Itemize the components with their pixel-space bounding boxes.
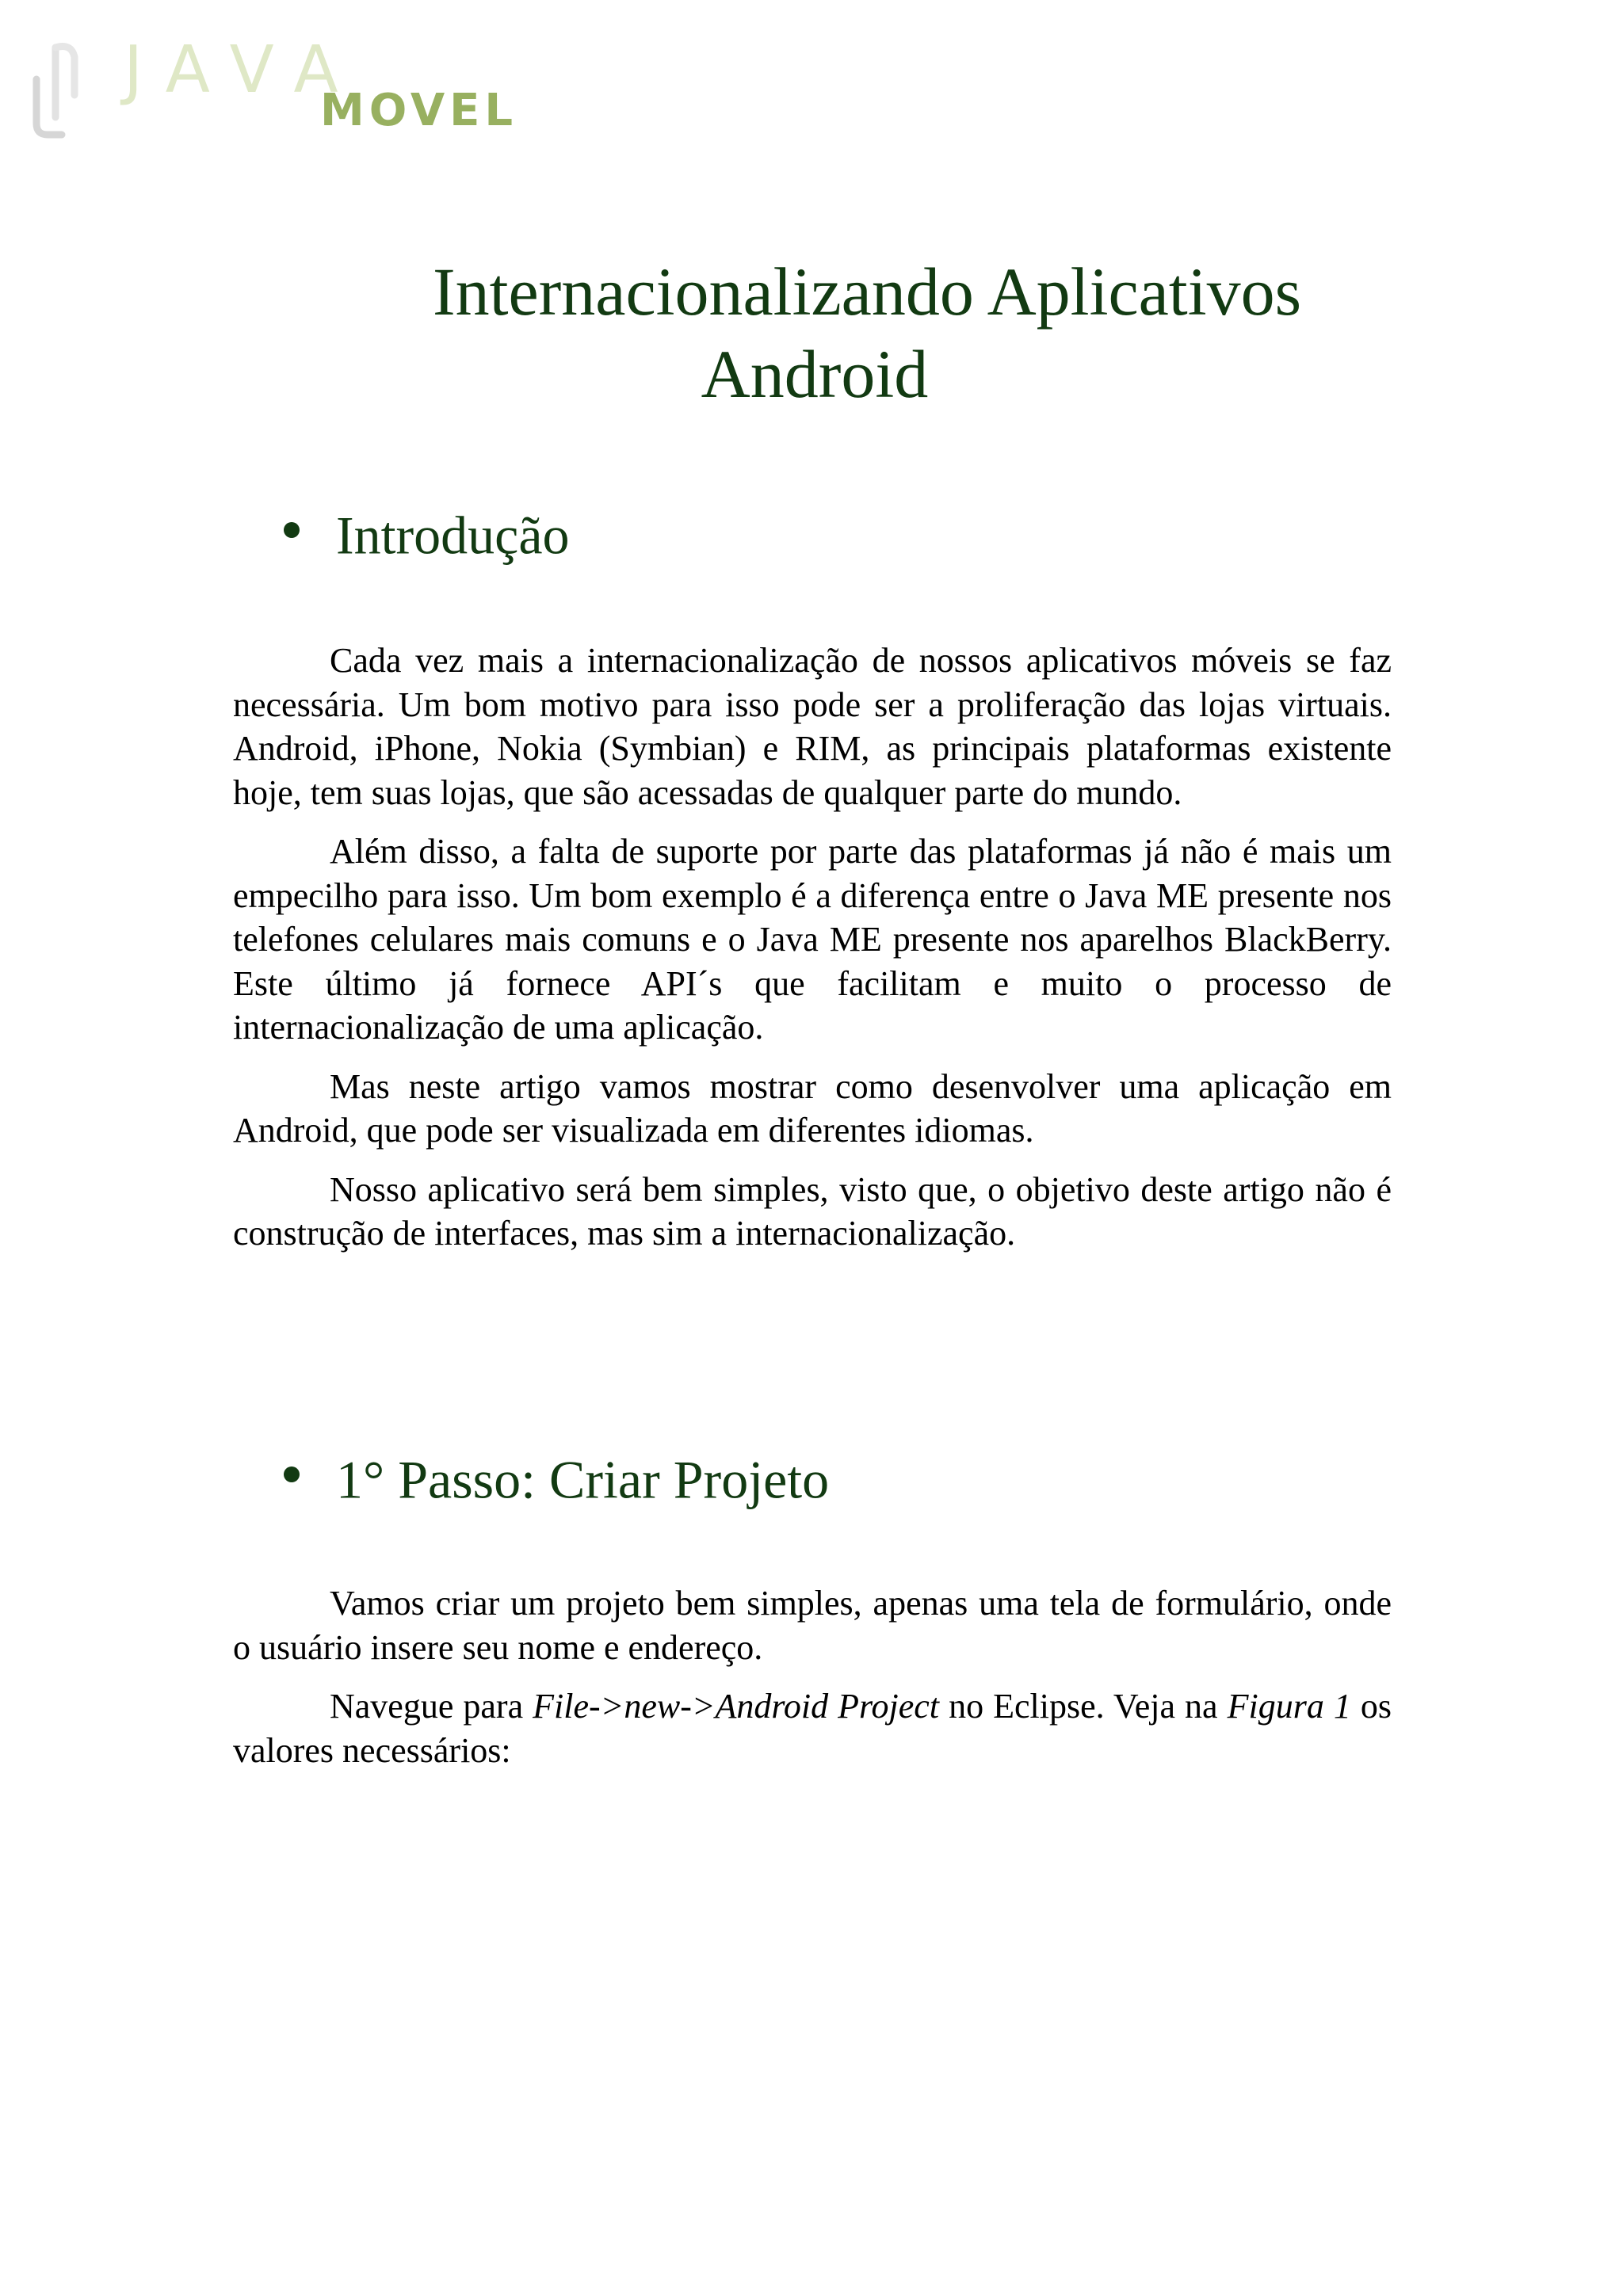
logo-word-java: JAVA xyxy=(124,32,362,108)
section-heading-passo-1: 1° Passo: Criar Projeto xyxy=(284,1442,829,1511)
title-line-1: Internacionalizando Aplicativos xyxy=(432,254,1302,330)
paragraph: Além disso, a falta de suporte por parte das plataformas já não é mais um empecilho para isso. Um bom exemplo é a diferença entre o Java ME presente nos telefones celulares mais comuns e o Java ME presente nos aparelhos BlackBerry. Este último já fornece API´s que facilitam e muito o processo de internacionalização de uma aplicação. xyxy=(233,832,1392,1047)
paragraph: Vamos criar um projeto bem simples, apenas uma tela de formulário, onde o usuário insere seu nome e endereço. xyxy=(233,1584,1392,1667)
paragraph: Cada vez mais a internacionalização de nossos aplicativos móveis se faz necessária. Um bom motivo para isso pode ser a proliferação das lojas virtuais. Android, iPhone, Nokia (Symbian) e RIM, as principais plataformas existente hoje, tem suas lojas, que são acessadas de qualquer parte do mundo. xyxy=(233,641,1392,812)
menu-path: File->new->Android Project xyxy=(533,1687,940,1726)
figure-reference: Figura 1 xyxy=(1227,1687,1351,1726)
bullet-icon xyxy=(284,1466,300,1482)
bullet-icon xyxy=(284,522,300,538)
paragraph-navegue xyxy=(233,1684,1392,1772)
title-line-2: Android xyxy=(701,336,929,412)
section-heading-introducao: Introdução xyxy=(284,498,570,566)
section-passo-1-body xyxy=(233,1581,1392,1787)
logo-word-movel: MOVEL xyxy=(320,85,518,136)
document-title xyxy=(0,250,1623,415)
paragraph: Nosso aplicativo será bem simples, visto que, o objetivo deste artigo não é construção de interfaces, mas sim a internacionalização. xyxy=(233,1169,1392,1253)
paragraph: Mas neste artigo vamos mostrar como desenvolver uma aplicação em Android, que pode ser visualizada em diferentes idiomas. xyxy=(233,1066,1392,1150)
paragraph-text: Navegue para xyxy=(330,1687,533,1726)
java-movel-logo xyxy=(22,32,529,149)
paragraph-text: no Eclipse. Veja na xyxy=(939,1687,1228,1726)
paragraph-text: os valores necessários: xyxy=(233,1687,1392,1770)
section-introducao-body xyxy=(233,639,1392,1271)
java-movel-logo-mark-icon xyxy=(22,38,94,141)
